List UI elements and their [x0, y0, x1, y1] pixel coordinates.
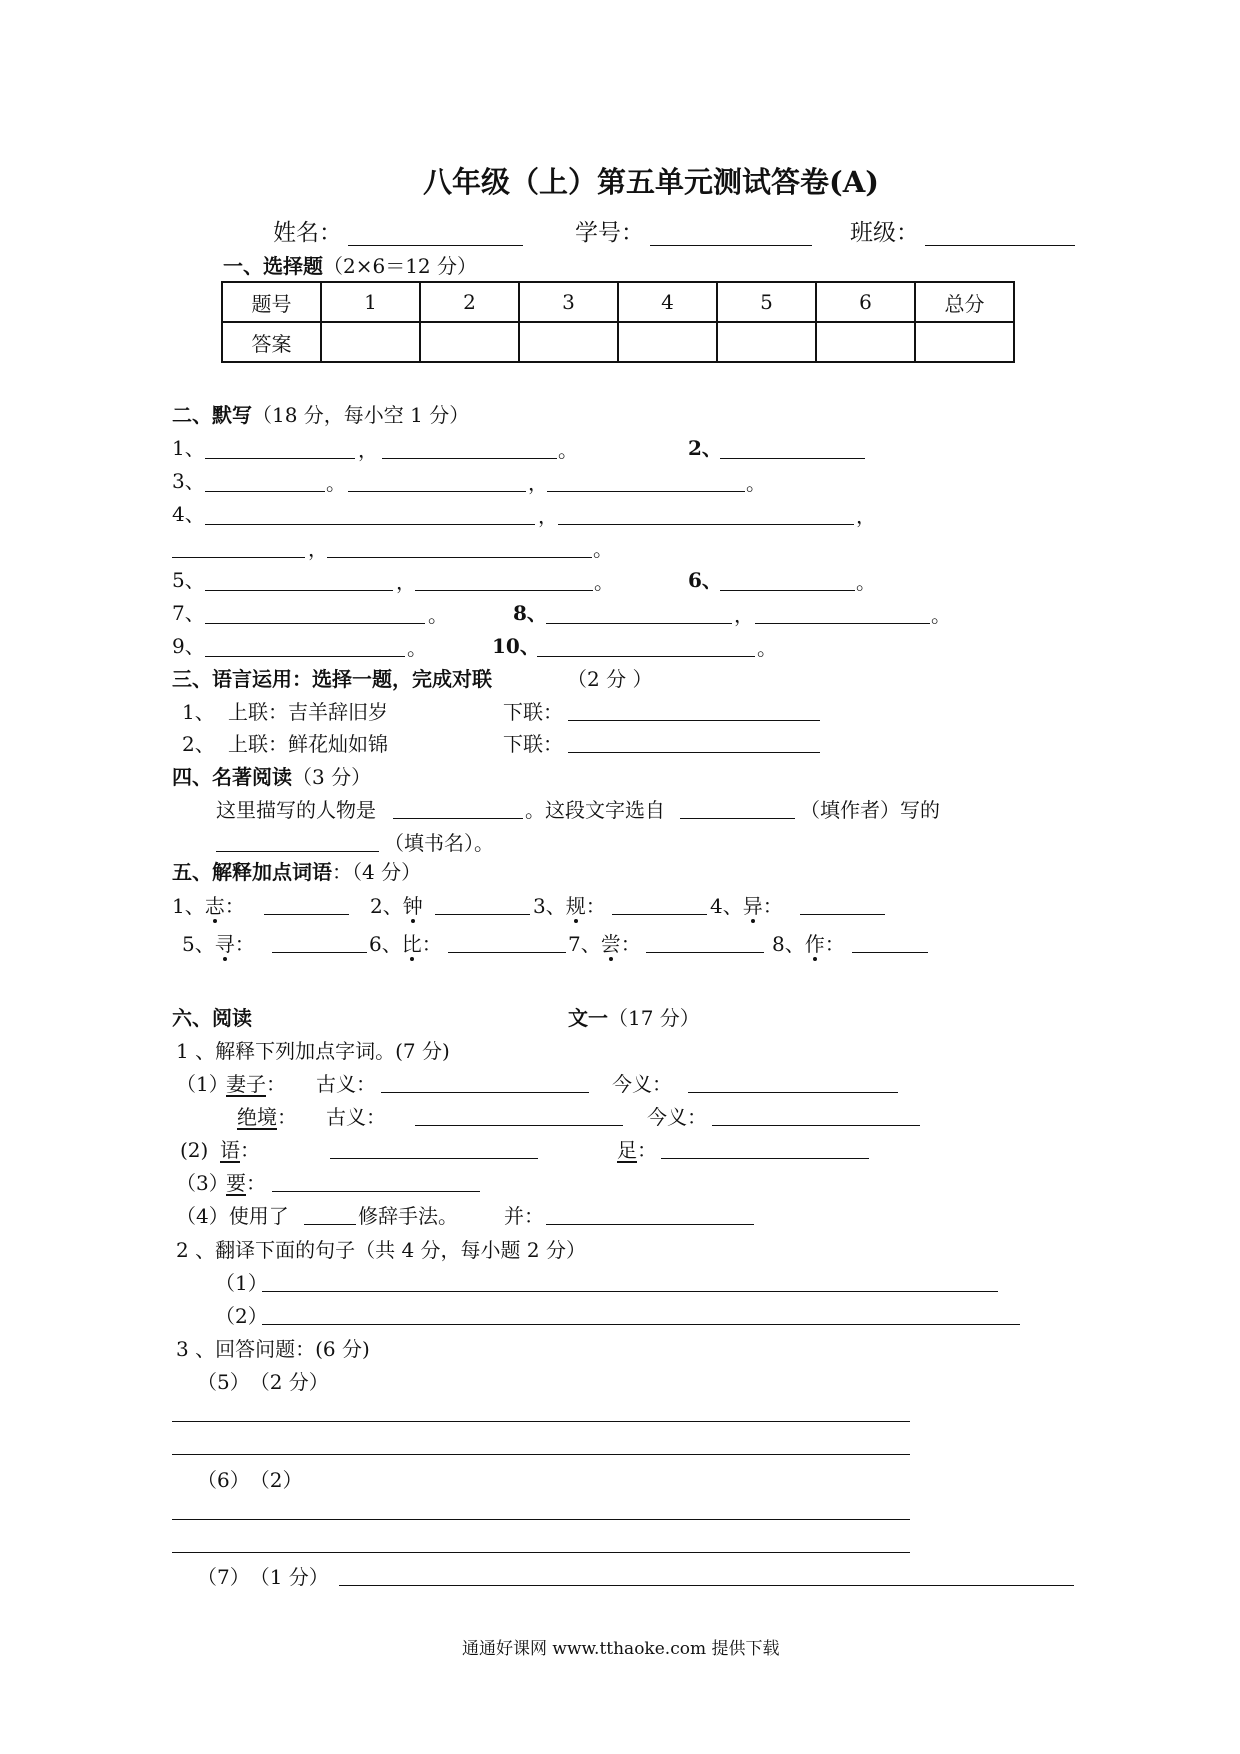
section-4-text-3: （填作者）写的 — [800, 798, 940, 822]
sub-question-6: （6） （2） — [197, 1468, 303, 1492]
answer-5-line-2[interactable] — [172, 1454, 910, 1455]
blank-3b[interactable] — [348, 491, 526, 492]
table-header-cell: 2 — [420, 282, 519, 322]
section-2-heading — [172, 405, 469, 425]
juejing-ancient[interactable] — [415, 1125, 623, 1126]
answer-6-line-2[interactable] — [172, 1552, 910, 1553]
qizi-modern[interactable] — [688, 1092, 898, 1093]
sub-number: （3） — [176, 1171, 229, 1195]
table-row — [222, 322, 1014, 362]
period: 。 — [856, 570, 876, 594]
item-number: 6、 — [688, 568, 722, 592]
period: 。 — [326, 471, 346, 495]
section-4-score: （3 分） — [292, 765, 372, 789]
blank-6[interactable] — [720, 590, 855, 591]
table-header-cell: 总分 — [915, 282, 1014, 322]
character-answer[interactable] — [393, 818, 523, 819]
item-number: 2、 — [688, 436, 722, 460]
word-item: 6、比： — [369, 932, 442, 956]
blank-3a[interactable] — [205, 491, 325, 492]
name-field[interactable] — [348, 245, 523, 246]
reading-subtitle: 文一（17 分） — [568, 1006, 700, 1030]
footer-text: 通通好课网 www.tthaoke.com 提供下载 — [462, 1639, 780, 1659]
word-blank[interactable] — [646, 952, 764, 953]
class-field[interactable] — [925, 245, 1075, 246]
answer-table — [221, 281, 1015, 363]
dotted-char: 寻 — [214, 932, 235, 956]
blank-4c[interactable] — [172, 557, 305, 558]
class-label: 班级： — [850, 220, 919, 246]
section-2-title: 二、默写 — [172, 403, 252, 427]
period: 。 — [594, 570, 614, 594]
comma: ， — [308, 537, 328, 561]
dotted-char: 志 — [204, 894, 225, 918]
dotted-char: 作 — [804, 932, 825, 956]
student-id-label: 学号： — [575, 220, 644, 246]
juejing-modern[interactable] — [712, 1125, 920, 1126]
answer-cell[interactable] — [618, 322, 717, 362]
answer-6-line-1[interactable] — [172, 1519, 910, 1520]
underlined-word: 绝境 — [237, 1105, 277, 1129]
underlined-word: 足 — [617, 1138, 637, 1162]
item-number: 5、 — [172, 568, 205, 592]
bing-label: 并： — [504, 1204, 544, 1228]
period: 。 — [558, 438, 578, 462]
couplet-2-lower-label: 下联： — [503, 732, 563, 756]
blank-9[interactable] — [205, 656, 405, 657]
section-4-title: 四、名著阅读 — [172, 765, 292, 789]
couplet-1-upper: 上联：吉羊辞旧岁 — [228, 700, 388, 724]
zu-answer[interactable] — [661, 1158, 869, 1159]
sub-question-5: （5） （2 分） — [197, 1370, 329, 1394]
couplet-2-upper: 上联：鲜花灿如锦 — [228, 732, 388, 756]
comma: ， — [528, 471, 548, 495]
qizi-ancient[interactable] — [381, 1092, 589, 1093]
table-header-cell: 5 — [717, 282, 816, 322]
table-header-cell: 6 — [816, 282, 915, 322]
bing-answer[interactable] — [546, 1224, 754, 1225]
yu-answer[interactable] — [330, 1158, 538, 1159]
section-1-heading — [223, 256, 477, 276]
answer-cell[interactable] — [915, 322, 1014, 362]
item-number: 4、 — [172, 502, 205, 526]
dotted-char: 钟 — [402, 894, 423, 918]
answer-cell[interactable] — [717, 322, 816, 362]
item-number: 7、 — [172, 601, 205, 625]
word-blank[interactable] — [448, 952, 566, 953]
comma: ， — [538, 504, 558, 528]
ancient-meaning-label: 古义： — [326, 1105, 386, 1129]
period: 。 — [407, 636, 427, 660]
section-2-score: （18 分，每小空 1 分） — [252, 403, 470, 427]
comma: ， — [358, 438, 378, 462]
section-1-title: 一、选择题 — [223, 254, 323, 278]
ancient-meaning-label: 古义： — [316, 1072, 376, 1096]
question-3: 3 、回答问题：(6 分) — [176, 1337, 370, 1361]
sub-number: （1） — [176, 1072, 229, 1096]
word-blank[interactable] — [612, 914, 707, 915]
answer-5-line-1[interactable] — [172, 1421, 910, 1422]
section-3-score: （2 分 ） — [567, 667, 653, 691]
section-1-score: （2×6＝12 分） — [323, 254, 478, 278]
table-header-cell: 3 — [519, 282, 618, 322]
period: 。 — [746, 471, 766, 495]
underlined-word: 语 — [220, 1138, 240, 1162]
section-5-heading — [172, 862, 421, 882]
item-number: 1、 — [172, 436, 205, 460]
sub-number: （2） — [215, 1304, 268, 1328]
student-id-field[interactable] — [650, 245, 812, 246]
question-1: 1 、解释下列加点字词。(7 分) — [176, 1039, 450, 1063]
word-blank[interactable] — [800, 914, 885, 915]
dotted-char: 规 — [565, 894, 586, 918]
blank-10[interactable] — [537, 656, 755, 657]
word-item: 妻子： — [226, 1072, 286, 1096]
author-answer[interactable] — [680, 818, 795, 819]
table-row — [222, 282, 1014, 322]
word-item: 足： — [617, 1138, 657, 1162]
blank-3c[interactable] — [547, 491, 745, 492]
word-item: 2、钟 — [370, 894, 423, 918]
rhetoric-blank[interactable] — [304, 1224, 356, 1225]
section-3-title: 三、语言运用：选择一题，完成对联 — [172, 667, 492, 691]
word-item: 1、志： — [172, 894, 245, 918]
rhetoric-text-2: 修辞手法。 — [358, 1204, 458, 1228]
item-number: 2、 — [182, 732, 215, 756]
sub-number: （1） — [215, 1271, 268, 1295]
section-4-text-2: 。这段文字选自 — [525, 798, 665, 822]
book-answer[interactable] — [216, 851, 379, 852]
word-item: 3、规： — [533, 894, 606, 918]
page-title: 八年级（上）第五单元测试答卷(A) — [423, 165, 879, 199]
word-item: 8、作： — [772, 932, 845, 956]
period: 。 — [428, 603, 448, 627]
couplet-1-answer[interactable] — [568, 720, 820, 721]
section-5-score: ：（4 分） — [332, 860, 422, 884]
table-row-label: 答案 — [222, 322, 321, 362]
blank-4a[interactable] — [205, 524, 535, 525]
section-5-title: 五、解释加点词语 — [172, 860, 332, 884]
table-header-cell: 题号 — [222, 282, 321, 322]
table-header-cell: 1 — [321, 282, 420, 322]
dotted-char: 尝 — [600, 932, 621, 956]
dotted-char: 比 — [401, 932, 422, 956]
period: 。 — [757, 636, 777, 660]
word-blank[interactable] — [264, 914, 349, 915]
blank-4b[interactable] — [558, 524, 854, 525]
sub-number: (2) — [180, 1138, 209, 1162]
rhetoric-text-1: （4）使用了 — [176, 1204, 289, 1228]
section-6-title: 六、阅读 — [172, 1006, 252, 1030]
answer-cell[interactable] — [519, 322, 618, 362]
underlined-word: 要 — [226, 1171, 246, 1195]
name-label: 姓名： — [273, 220, 342, 246]
comma: ， — [856, 504, 876, 528]
blank-8b[interactable] — [755, 623, 930, 624]
item-number: 3、 — [172, 469, 205, 493]
couplet-1-lower-label: 下联： — [503, 700, 563, 724]
blank-5a[interactable] — [205, 590, 393, 591]
period: 。 — [931, 603, 951, 627]
blank-2[interactable] — [720, 458, 865, 459]
translation-1[interactable] — [262, 1291, 998, 1292]
period: 。 — [593, 537, 613, 561]
word-item: 语： — [220, 1138, 260, 1162]
modern-meaning-label: 今义： — [612, 1072, 672, 1096]
underlined-word: 妻子 — [226, 1072, 266, 1096]
item-number: 8、 — [513, 601, 547, 625]
yao-answer[interactable] — [272, 1191, 480, 1192]
question-2: 2 、翻译下面的句子（共 4 分，每小题 2 分） — [176, 1238, 586, 1262]
blank-5b[interactable] — [415, 590, 593, 591]
modern-meaning-label: 今义： — [647, 1105, 707, 1129]
item-number: 1、 — [182, 700, 215, 724]
sub-question-7: （7） （1 分） — [197, 1565, 329, 1589]
blank-1a[interactable] — [205, 458, 355, 459]
word-item: 7、尝： — [568, 932, 641, 956]
section-4-heading — [172, 767, 371, 787]
word-blank[interactable] — [852, 952, 928, 953]
section-4-text-1: 这里描写的人物是 — [216, 798, 376, 822]
answer-7-line[interactable] — [339, 1585, 1074, 1586]
couplet-2-answer[interactable] — [568, 752, 820, 753]
comma: ， — [734, 603, 754, 627]
word-item: 要： — [226, 1171, 266, 1195]
dotted-char: 异 — [742, 894, 763, 918]
blank-4d[interactable] — [327, 557, 592, 558]
word-item: 5、寻： — [182, 932, 255, 956]
comma: ， — [396, 570, 416, 594]
answer-cell[interactable] — [420, 322, 519, 362]
answer-cell[interactable] — [321, 322, 420, 362]
answer-cell[interactable] — [816, 322, 915, 362]
table-header-cell: 4 — [618, 282, 717, 322]
blank-8a[interactable] — [546, 623, 732, 624]
blank-1b[interactable] — [382, 458, 557, 459]
word-item: 4、异： — [710, 894, 783, 918]
item-number: 10、 — [492, 634, 540, 658]
item-number: 9、 — [172, 634, 205, 658]
section-4-text-4: （填书名）。 — [384, 831, 494, 855]
word-item: 绝境： — [237, 1105, 297, 1129]
word-blank[interactable] — [272, 952, 367, 953]
translation-2[interactable] — [262, 1324, 1020, 1325]
word-blank[interactable] — [435, 914, 530, 915]
blank-7[interactable] — [205, 623, 425, 624]
